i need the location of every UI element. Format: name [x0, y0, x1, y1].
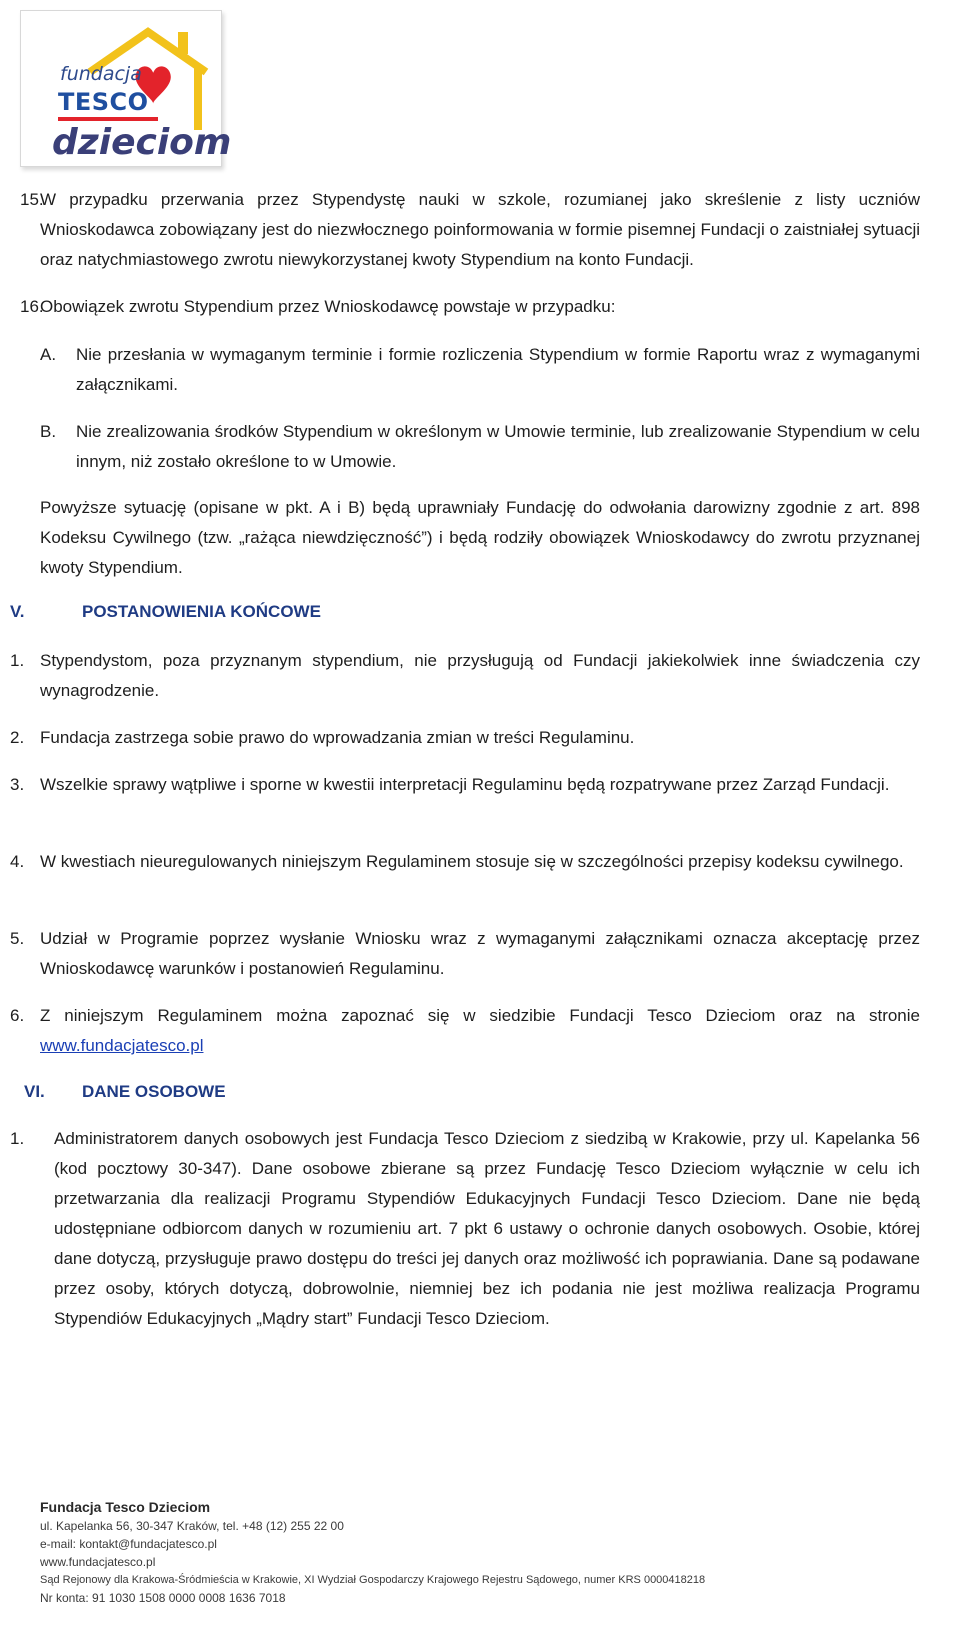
item-number: 2. — [10, 728, 25, 747]
item-number: 3. — [10, 775, 25, 794]
section-vi-item-1 — [10, 1124, 920, 1334]
section-heading-vi — [24, 1077, 226, 1107]
paragraph-15 — [20, 185, 920, 275]
foundation-logo — [20, 10, 232, 170]
logo-red-stripe — [58, 117, 158, 121]
item-letter: A. — [40, 345, 57, 364]
section-v-item-6 — [10, 1001, 920, 1061]
logo-tesco-text: TESCO — [58, 88, 149, 116]
paragraph-text: Wszelkie sprawy wątpliwe i sporne w kwestii interpretacji Regulaminu będą rozpatrywane przez Zarząd Fundacji. — [40, 775, 890, 794]
summary-paragraph — [40, 493, 920, 583]
section-v-item-3 — [10, 770, 920, 800]
section-v-item-5 — [10, 924, 920, 984]
item-number: 5. — [10, 929, 25, 948]
item-number: 1. — [10, 651, 25, 670]
section-number: VI. — [24, 1082, 45, 1101]
section-title: DANE OSOBOWE — [82, 1082, 226, 1101]
paragraph-text: Udział w Programie poprzez wysłanie Wniosku wraz z wymaganymi załącznikami oznacza akceptację przez Wnioskodawcę warunków i postanowień Regulaminu. — [40, 929, 920, 978]
paragraph-text: Powyższe sytuację (opisane w pkt. A i B) będą uprawniały Fundację do odwołania darowizny zgodnie z art. 898 Kodeksu Cywilnego (tzw. „rażąca niewdzięczność”) i będą rodziły obowiązek Wnioskodawcy do zwrotu przyznanej kwoty Stypendium. — [40, 498, 920, 577]
v6-text: Z niniejszym Regulaminem można zapoznać się w siedzibie Fundacji Tesco Dzieciom oraz na stronie — [40, 1006, 920, 1025]
item-number: 6. — [10, 1006, 25, 1025]
section-number: V. — [10, 602, 25, 621]
paragraph-text: Nie przesłania w wymaganym terminie i formie rozliczenia Stypendium w formie Raportu wraz z wymaganymi załącznikami. — [76, 345, 920, 394]
footer-court-registration: Sąd Rejonowy dla Krakowa-Śródmieścia w Krakowie, XI Wydział Gospodarczy Krajowego Rejestru Sądowego, numer KRS 0000418218 — [40, 1574, 706, 1586]
paragraph-text: W kwestiach nieuregulowanych niniejszym Regulaminem stosuje się w szczególności przepisy kodeksu cywilnego. — [40, 852, 904, 871]
footer-address: ul. Kapelanka 56, 30-347 Kraków, tel. +48 (12) 255 22 00 — [40, 1519, 344, 1533]
paragraph-text: Administratorem danych osobowych jest Fundacja Tesco Dzieciom z siedzibą w Krakowie, przy ul. Kapelanka 56 (kod pocztowy 30-347). Dane osobowe zbierane są przez Fundację Tesco Dzieciom wyłącznie w celu ich przetwarzania dla realizacji Programu Stypendiów Edukacyjnych Fundacji Tesco Dzieciom. Dane nie będą udostępniane odbiorcom danych w rozumieniu art. 7 pkt 6 ustawy o ochronie danych osobowych. Osobie, której dane dotyczą, przysługuje prawo dostępu do treści jej danych oraz możliwość ich poprawiania. Dane są podawane przez osoby, których dotyczą, dobrowolnie, niemniej bez ich podania nie jest możliwa realizacja Programu Stypendiów Edukacyjnych „Mądry start” Fundacji Tesco Dzieciom. — [54, 1129, 920, 1328]
v1-text: Stypendystom, poza przyznanym stypendium, nie przysługują od Fundacji jakiekolwiek inne świadczenia czy wynagrodzenie. — [40, 651, 920, 700]
paragraph-text — [10, 646, 920, 706]
section-title: POSTANOWIENIA KOŃCOWE — [82, 602, 321, 621]
item-letter: B. — [40, 422, 57, 441]
website-link[interactable]: www.fundacjatesco.pl — [40, 1036, 204, 1055]
item-number: 15. — [20, 190, 44, 209]
item-number: 1. — [10, 1129, 25, 1148]
section-v-item-1 — [10, 646, 920, 706]
section-v-item-2 — [10, 723, 920, 753]
paragraph-text: Fundacja zastrzega sobie prawo do wprowadzania zmian w treści Regulaminu. — [40, 728, 635, 747]
paragraph-text: Nie zrealizowania środków Stypendium w określonym w Umowie terminie, lub zrealizowanie Stypendium w celu innym, niż zostało określone to w Umowie. — [76, 422, 920, 471]
item-number: 4. — [10, 852, 25, 871]
letterhead-footer — [40, 1497, 920, 1607]
section-heading-v — [10, 597, 321, 627]
footer-bank-account: Nr konta: 91 1030 1508 0000 0008 1636 7018 — [40, 1591, 286, 1605]
footer-website: www.fundacjatesco.pl — [40, 1555, 156, 1569]
list-item-b — [40, 417, 920, 477]
footer-email: e-mail: kontakt@fundacjatesco.pl — [40, 1537, 217, 1551]
paragraph-text: Obowiązek zwrotu Stypendium przez Wnioskodawcę powstaje w przypadku: — [40, 297, 616, 316]
footer-organization-name: Fundacja Tesco Dzieciom — [40, 1499, 211, 1515]
section-v-item-4 — [10, 847, 920, 877]
list-item-a — [40, 340, 920, 400]
paragraph-16 — [20, 292, 920, 322]
paragraph-text — [10, 1001, 920, 1061]
logo-dzieciom-text: dzieciom — [52, 122, 232, 163]
logo-fundacja-text: fundacja — [60, 63, 142, 85]
item-number: 16. — [20, 297, 44, 316]
paragraph-text: W przypadku przerwania przez Stypendystę nauki w szkole, rozumianej jako skreślenie z listy uczniów Wnioskodawca zobowiązany jest do niezwłocznego poinformowania w formie pisemnej Fundacji o zaistniałej sytuacji oraz natychmiastowego zwrotu niewykorzystanej kwoty Stypendium na konto Fundacji. — [40, 190, 920, 269]
